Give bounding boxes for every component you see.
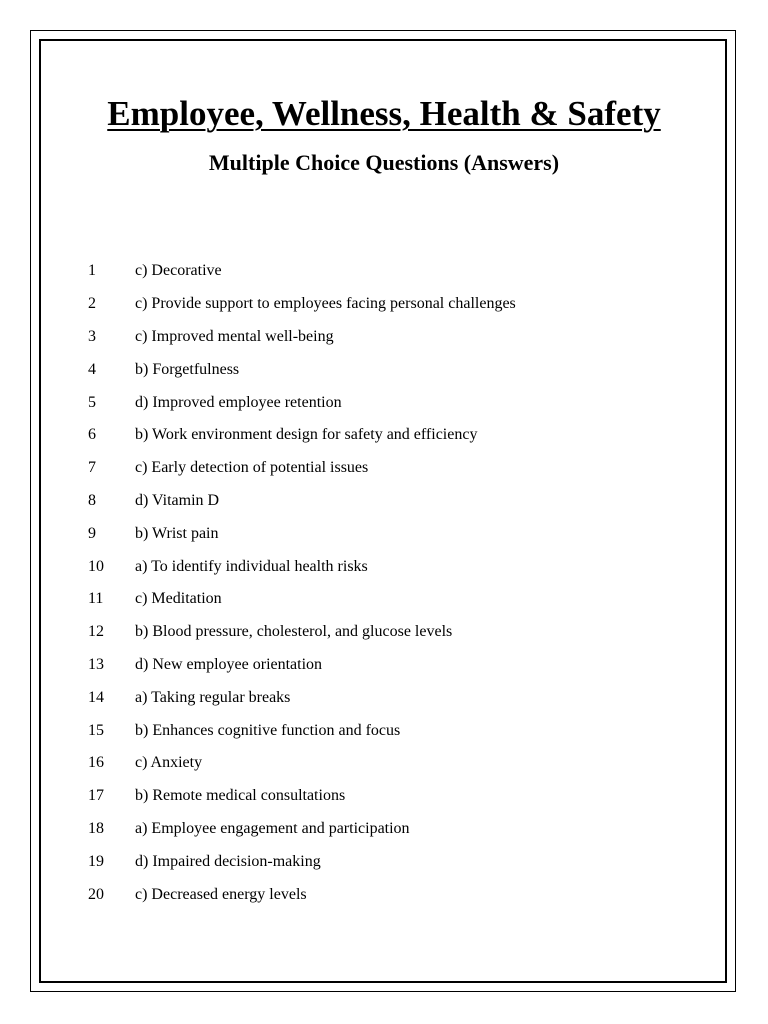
answer-row	[88, 288, 688, 321]
answer-row	[88, 353, 688, 386]
answer-number: 15	[88, 721, 104, 739]
answer-number: 18	[88, 819, 104, 837]
answer-text: c) Anxiety	[135, 754, 203, 772]
answer-text: c) Decreased energy levels	[135, 885, 307, 903]
answer-text: b) Blood pressure, cholesterol, and glucose levels	[135, 623, 453, 641]
answer-text: a) To identify individual health risks	[135, 557, 368, 575]
answer-text: d) Vitamin D	[135, 491, 220, 509]
answer-number: 10	[88, 557, 104, 575]
answer-row	[88, 255, 688, 288]
answer-row	[88, 386, 688, 419]
answer-text: c) Provide support to employees facing personal challenges	[135, 295, 516, 313]
answer-number: 8	[88, 491, 96, 509]
answer-text: c) Early detection of potential issues	[135, 459, 369, 477]
document-title: Employee, Wellness, Health & Safety	[107, 94, 661, 133]
answer-number: 3	[88, 327, 96, 345]
answer-row	[88, 845, 688, 878]
answer-text: d) Impaired decision-making	[135, 852, 321, 870]
answer-row	[88, 813, 688, 846]
answer-row	[88, 517, 688, 550]
answer-number: 5	[88, 393, 96, 411]
answer-text: b) Wrist pain	[135, 524, 219, 542]
answer-number: 16	[88, 754, 104, 772]
answer-text: c) Meditation	[135, 590, 222, 608]
answer-row	[88, 452, 688, 485]
answer-number: 13	[88, 655, 104, 673]
answer-text: b) Enhances cognitive function and focus	[135, 721, 401, 739]
answer-text: c) Improved mental well-being	[135, 327, 334, 345]
answer-text: b) Forgetfulness	[135, 360, 240, 378]
answer-text: d) New employee orientation	[135, 655, 323, 673]
answer-number: 6	[88, 426, 96, 444]
answer-number: 14	[88, 688, 104, 706]
answer-row	[88, 583, 688, 616]
answer-row	[88, 649, 688, 682]
answer-row	[88, 616, 688, 649]
answer-row	[88, 681, 688, 714]
answer-text: b) Work environment design for safety and efficiency	[135, 426, 478, 444]
answer-number: 20	[88, 885, 104, 903]
answer-row	[88, 878, 688, 911]
answer-row	[88, 419, 688, 452]
answer-number: 9	[88, 524, 96, 542]
answer-text: c) Decorative	[135, 262, 222, 280]
document-subtitle: Multiple Choice Questions (Answers)	[208, 150, 560, 175]
answer-row	[88, 747, 688, 780]
answer-number: 19	[88, 852, 104, 870]
answer-number: 7	[88, 459, 96, 477]
answer-number: 17	[88, 787, 104, 805]
answer-number: 12	[88, 623, 104, 641]
answer-text: d) Improved employee retention	[135, 393, 342, 411]
answer-number: 11	[88, 590, 104, 608]
answer-text: b) Remote medical consultations	[135, 787, 346, 805]
answer-row	[88, 321, 688, 354]
answer-list	[88, 255, 688, 911]
answer-row	[88, 485, 688, 518]
answer-text: a) Taking regular breaks	[135, 688, 291, 706]
answer-row	[88, 714, 688, 747]
answer-row	[88, 550, 688, 583]
answer-number: 1	[88, 262, 96, 280]
answer-row	[88, 780, 688, 813]
answer-number: 2	[88, 295, 96, 313]
answer-number: 4	[88, 360, 96, 378]
answer-text: a) Employee engagement and participation	[135, 819, 410, 837]
